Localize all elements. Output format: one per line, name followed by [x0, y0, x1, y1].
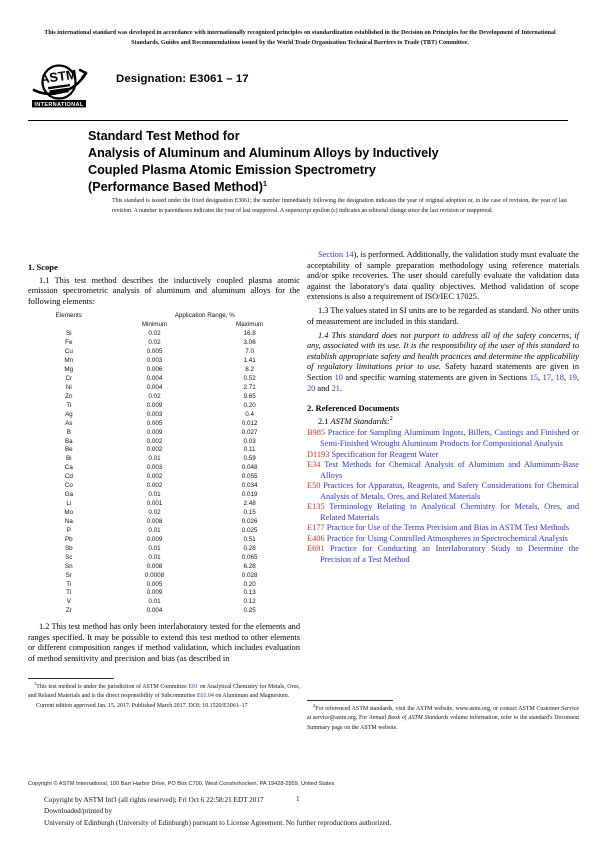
cell-maximum: 1.41	[243, 357, 256, 365]
cell-maximum: 0.048	[241, 464, 258, 472]
cell-minimum: 0.02	[148, 339, 161, 347]
table-header-range: Application Range, %	[174, 312, 235, 320]
cell-element: Na	[64, 517, 73, 525]
cell-maximum: 0.20	[243, 580, 256, 588]
footnote-divider-right	[307, 700, 393, 701]
referenced-standard-item[interactable]	[307, 502, 579, 523]
cell-maximum: 9.65	[243, 392, 256, 400]
paragraph-1-3: 1.3 The values stated in SI units are to be regarded as standard. No other units of measurement are included in this standard.	[307, 306, 579, 326]
cell-element: Mg	[64, 366, 74, 374]
cell-element: Ga	[64, 491, 73, 499]
referenced-standard-item[interactable]	[307, 481, 579, 502]
astm-logo-subtext: INTERNATIONAL	[34, 102, 84, 108]
cell-maximum: 0.027	[241, 428, 258, 436]
warning-section-links: 15, 17, 18, 19, 20	[307, 373, 580, 393]
table-row	[28, 491, 300, 500]
table-row	[28, 393, 300, 402]
table-row	[28, 473, 300, 482]
cell-element: Fe	[65, 339, 73, 347]
cell-element: Ti	[66, 401, 72, 409]
cell-element: Ti	[66, 580, 72, 588]
table-row	[28, 446, 300, 455]
table-row	[28, 518, 300, 527]
cell-minimum: 0.002	[146, 473, 163, 481]
copyright-line: Copyright © ASTM International, 100 Barr Harbor Drive, PO Box C700, West Conshohocken, PA 19428-2959, United States	[28, 781, 335, 787]
designation-row	[28, 64, 568, 112]
astm-logo	[28, 64, 92, 110]
cell-element: Be	[64, 446, 73, 454]
elements-table	[28, 312, 300, 616]
table-row	[28, 545, 300, 554]
cell-maximum: 0.4	[245, 410, 255, 418]
cell-minimum: 0.01	[148, 455, 161, 463]
table-row	[28, 384, 300, 393]
left-column	[28, 262, 300, 664]
cell-minimum: 0.01	[148, 598, 161, 606]
svg-text:ASTM: ASTM	[39, 66, 78, 87]
paragraph-1-4: 1.4 This standard does not purport to address all of the safety concerns, if any, associated with its use. It is the responsibility of the user of this standard to establish appropriate safety and health practices and determine the applicability of regulatory limitations prior to use. Safety hazard statements are given in Section 10 and specific warning statements are given in Sections 15, 17, 18, 19, 20 and 21.	[307, 330, 580, 393]
table-row	[28, 438, 300, 447]
cell-minimum: 0.02	[148, 509, 161, 517]
cell-minimum: 0.02	[148, 330, 161, 338]
footnote-1-text: $^1$This test method is under the jurisdiction of ASTM Committee E01 on Analytical Chemistry for Metals, Ores, and Related Materials and is the direct responsibility of Subcommittee E01.04 on Aluminum and Magnesium.	[28, 680, 301, 700]
download-info	[44, 795, 564, 829]
table-row	[28, 429, 300, 438]
cell-maximum: 8.2	[245, 366, 255, 374]
cell-maximum: 0.52	[243, 374, 256, 382]
standard-title[interactable]: Practices for Apparatus, Reagents, and Safety Considerations for Chemical Analysis of Metals, Ores, and Related Materials	[320, 481, 579, 501]
table-row	[28, 366, 300, 375]
cell-element: Cd	[64, 473, 73, 481]
cell-minimum: 0.01	[148, 553, 161, 561]
cell-element: Ca	[64, 464, 73, 472]
cell-element: Zn	[65, 392, 73, 400]
cell-element: Zr	[65, 607, 72, 615]
referenced-standard-item[interactable]	[307, 450, 579, 461]
table-row	[28, 581, 300, 590]
cell-element: As	[65, 419, 73, 427]
referenced-standard-item[interactable]	[307, 534, 579, 545]
table-row	[28, 527, 300, 536]
table-row	[28, 339, 300, 348]
download-line-3: University of Edinburgh (University of Edinburgh) pursuant to License Agreement. No further reproductions authorized.	[44, 818, 392, 827]
cell-minimum: 0.01	[148, 544, 161, 552]
title-footnote-marker: 1	[262, 180, 267, 188]
cell-minimum: 0.004	[146, 607, 163, 615]
standard-title[interactable]: Test Methods for Chemical Analysis of Aluminum and Aluminum-Base Alloys	[320, 460, 579, 480]
cell-maximum: 2.71	[243, 383, 256, 391]
cell-element: Ba	[64, 437, 73, 445]
standard-id-link[interactable]: E135	[307, 502, 325, 512]
cell-minimum: 0.009	[146, 401, 163, 409]
section-18-link[interactable]: 18	[555, 373, 564, 383]
cell-minimum: 0.002	[146, 446, 163, 454]
footnote-2	[307, 702, 579, 733]
paragraph-1-4-italic: 1.4 This standard does not purport to address all of the safety concerns, if any, associated with its use. It is the responsibility of the user of this standard to establish appropriate safety and health practices and determine the applicability of regulatory limitations prior to use.	[307, 330, 579, 372]
standard-id-link[interactable]: E34	[307, 460, 321, 470]
cell-maximum: 0.025	[241, 526, 258, 534]
cell-maximum: 6.28	[243, 562, 256, 570]
cell-maximum: 0.28	[243, 544, 256, 552]
table-row	[28, 607, 300, 616]
cell-element: V	[66, 598, 71, 606]
cell-minimum: 0.008	[146, 517, 163, 525]
table-header-minimum: Minimum	[141, 321, 168, 329]
standard-id-link[interactable]: E406	[307, 533, 325, 543]
referenced-standards-list	[307, 428, 579, 565]
title-line-3: Coupled Plasma Atomic Emission Spectrometry	[88, 162, 376, 177]
cell-maximum: 0.034	[241, 482, 258, 490]
cell-element: Mn	[64, 357, 74, 365]
section-15-link[interactable]: 15	[529, 373, 539, 383]
cell-maximum: 0.59	[243, 455, 256, 463]
cell-maximum: 0.11	[243, 446, 256, 454]
cell-minimum: 0.005	[146, 419, 163, 427]
table-row	[28, 375, 300, 384]
table-row	[28, 598, 300, 607]
standard-id-link[interactable]: E50	[307, 481, 321, 491]
table-header-elements: Elements	[55, 312, 82, 320]
cell-element: Tl	[66, 589, 72, 597]
cell-element: Si	[65, 330, 72, 338]
referenced-standard-item[interactable]	[307, 460, 579, 481]
cell-maximum: 0.028	[241, 571, 258, 579]
title-line-1: Standard Test Method for	[88, 129, 240, 143]
cell-minimum: 0.003	[146, 410, 163, 418]
cell-minimum: 0.0008	[144, 571, 165, 579]
table-row	[28, 589, 300, 598]
section-14-link[interactable]: Section 14	[318, 250, 354, 259]
section-17-link[interactable]: 17	[542, 373, 551, 383]
cell-maximum: 7.0	[245, 348, 255, 356]
cell-element: Sn	[64, 562, 73, 570]
cell-minimum: 0.001	[146, 500, 163, 508]
header-divider	[28, 120, 568, 121]
standard-title[interactable]: Practice for Sampling Aluminum Ingots, Billets, Castings and Finished or Semi-Finished Wrought Aluminum Products for Compositional Analysis	[320, 428, 579, 448]
cell-element: Cu	[64, 348, 73, 356]
cell-maximum: 0.055	[241, 473, 258, 481]
cell-minimum: 0.01	[148, 526, 161, 534]
astm-standards-subheading: 2.1 ASTM Standards:$^2$	[318, 416, 393, 426]
cell-element: B	[66, 428, 71, 436]
cell-element: Pb	[64, 535, 73, 543]
cell-element: Cr	[65, 374, 73, 382]
cell-minimum: 0.004	[146, 383, 163, 391]
paragraph-1-1: 1.1 This test method describes the inductively coupled plasma atomic emission spectrometric analysis of aluminum and aluminum alloys for the following elements:	[28, 275, 300, 306]
cell-maximum: 0.15	[243, 509, 256, 517]
standard-id-link[interactable]: D1193	[307, 449, 330, 459]
cell-element: Bi	[65, 455, 72, 463]
download-line-1: Copyright by ASTM Int'l (all rights reserved); Fri Oct 6 22:58:21 EDT 2017	[44, 796, 264, 804]
cell-element: Ni	[65, 383, 72, 391]
standard-title[interactable]: Practice for Using Controlled Atmospheres in Spectrochemical Analysis	[324, 533, 568, 543]
footnote-1	[28, 680, 301, 711]
cell-minimum: 0.005	[146, 580, 163, 588]
section-21-link[interactable]: 21	[331, 383, 340, 393]
cell-minimum: 0.006	[146, 366, 163, 374]
section-20-link[interactable]: 20	[307, 383, 316, 393]
referenced-documents-heading: 2. Referenced Documents	[307, 403, 400, 414]
table-row	[28, 509, 300, 518]
standard-title[interactable]: Terminology Relating to Analytical Chemistry for Metals, Ores, and Related Materials	[320, 502, 579, 522]
title-line-2: Analysis of Aluminum and Aluminum Alloys by Inductively	[88, 145, 439, 160]
cell-minimum: 0.01	[148, 491, 161, 499]
title-line-4: (Performance Based Method)$^1$	[88, 179, 267, 194]
referenced-standard-item[interactable]	[307, 523, 579, 534]
cell-minimum: 0.009	[146, 535, 163, 543]
table-row	[28, 563, 300, 572]
table-row	[28, 348, 300, 357]
footnote-divider-left	[28, 678, 114, 679]
page-title	[88, 128, 558, 196]
tbt-notice: This international standard was developed in accordance with internationally recognized principles on standardization established in the Decision on Principles for the Development of International Standards, Guides and Recommendations issued by the World Trade Organization Technical Barriers to Trade (TBT) Committee.	[44, 30, 556, 47]
table-row	[28, 500, 300, 509]
cell-element: Sb	[64, 544, 73, 552]
cell-element: Ag	[64, 410, 73, 418]
standard-id-link[interactable]: E177	[307, 523, 325, 533]
cell-element: Sc	[65, 553, 73, 561]
cell-maximum: 0.12	[243, 598, 256, 606]
cell-maximum: 16.8	[243, 330, 256, 338]
footnote-2-text: $^2$For referenced ASTM standards, visit the ASTM website, www.astm.org, or contact ASTM Customer Service at service@astm.org. For Annual Book of ASTM Standards volume information, refer to the standard's Document Summary page on the ASTM website.	[307, 702, 579, 731]
table-row	[28, 554, 300, 563]
elements-table-body	[28, 330, 300, 616]
referenced-standard-item[interactable]	[307, 428, 579, 449]
standard-id-link[interactable]: E691	[307, 544, 325, 554]
cell-maximum: 0.026	[241, 517, 258, 525]
cell-element: P	[66, 526, 71, 534]
table-row	[28, 357, 300, 366]
table-header-maximum: Maximum	[236, 321, 264, 329]
cell-minimum: 0.009	[146, 589, 163, 597]
cell-maximum: 0.019	[241, 491, 258, 499]
subcommittee-e0104-link[interactable]: E01.04	[196, 693, 214, 700]
cell-element: Co	[64, 482, 73, 490]
table-row	[28, 330, 300, 339]
cell-maximum: 3.06	[243, 339, 256, 347]
standard-title[interactable]: Specification for Reagent Water	[329, 449, 439, 459]
cell-minimum: 0.002	[146, 482, 163, 490]
standard-id-link[interactable]: B985	[307, 428, 326, 438]
cell-maximum: 2.48	[243, 500, 256, 508]
standard-title[interactable]: Practice for Use of the Terms Precision and Bias in ASTM Test Methods	[324, 523, 570, 533]
table-row	[28, 572, 300, 581]
cell-maximum: 0.03	[243, 437, 256, 445]
table-row	[28, 411, 300, 420]
table-row	[28, 455, 300, 464]
right-footnote-block	[307, 700, 579, 733]
cell-minimum: 0.003	[146, 464, 163, 472]
cell-maximum: 0.13	[243, 589, 256, 597]
table-header-blank	[28, 321, 110, 330]
page-number: 1	[296, 795, 300, 803]
issue-note: This standard is issued under the fixed designation E3061; the number immediately following the designation indicates the year of original adoption or, in the case of revision, the year of last revision. A number in parentheses indicates the year of last reapproval. A superscript epsilon (ε) indicates an editorial change since the last revision or reapproval.	[112, 198, 567, 214]
right-column	[307, 250, 579, 566]
cell-minimum: 0.005	[146, 348, 163, 356]
cell-element: Mo	[64, 509, 74, 517]
cell-maximum: 0.012	[241, 419, 258, 427]
section-10-link[interactable]: 10	[334, 373, 343, 383]
table-row	[28, 402, 300, 411]
cell-maximum: 0.51	[243, 535, 256, 543]
section-19-link[interactable]: 19	[568, 373, 577, 383]
table-row	[28, 536, 300, 545]
paragraph-1-2-continued: Section 14), is performed. Additionally, the validation study must evaluate the acceptability of sample preparation methodology using reference materials and/or spike recoveries. The user should carefully evaluate the validation data against the laboratory's data quality objectives. Method validation of scope extensions is also a requirement of ISO/IEC 17025.	[307, 250, 579, 302]
designation-text: Designation: E3061 – 17	[116, 73, 249, 85]
download-line-2: Downloaded/printed by	[44, 807, 113, 816]
paragraph-1-2: 1.2 This test method has only been interlaboratory tested for the elements and ranges specified. It may be possible to extend this test method to other elements or different composition ranges if method validation, which includes evaluation of method sensitivity and precision and bias (as described in	[28, 622, 300, 663]
cell-maximum: 0.25	[243, 607, 256, 615]
cell-element: Sr	[65, 571, 72, 579]
cell-minimum: 0.004	[146, 374, 163, 382]
cell-minimum: 0.003	[146, 357, 163, 365]
cell-minimum: 0.009	[146, 428, 163, 436]
left-footnote-block	[28, 678, 300, 711]
table-row	[28, 482, 300, 491]
cell-maximum: 0.20	[243, 401, 256, 409]
cell-minimum: 0.002	[146, 437, 163, 445]
table-row	[28, 420, 300, 429]
cell-element: Li	[66, 500, 72, 508]
footnote-1-edition: Current edition approved Jan. 15, 2017. Published March 2017. DOI: 10.1520/E3061–17	[36, 702, 248, 709]
committee-e01-link[interactable]: E01	[188, 683, 198, 690]
standard-title[interactable]: Practice for Conducting an Interlaboratory Study to Determine the Precision of a Test Method	[320, 544, 579, 564]
cell-minimum: 0.008	[146, 562, 163, 570]
table-row	[28, 464, 300, 473]
cell-maximum: 0.065	[241, 553, 258, 561]
referenced-standard-item[interactable]	[307, 544, 579, 565]
scope-heading: 1. Scope	[28, 262, 58, 272]
cell-minimum: 0.02	[148, 392, 161, 400]
